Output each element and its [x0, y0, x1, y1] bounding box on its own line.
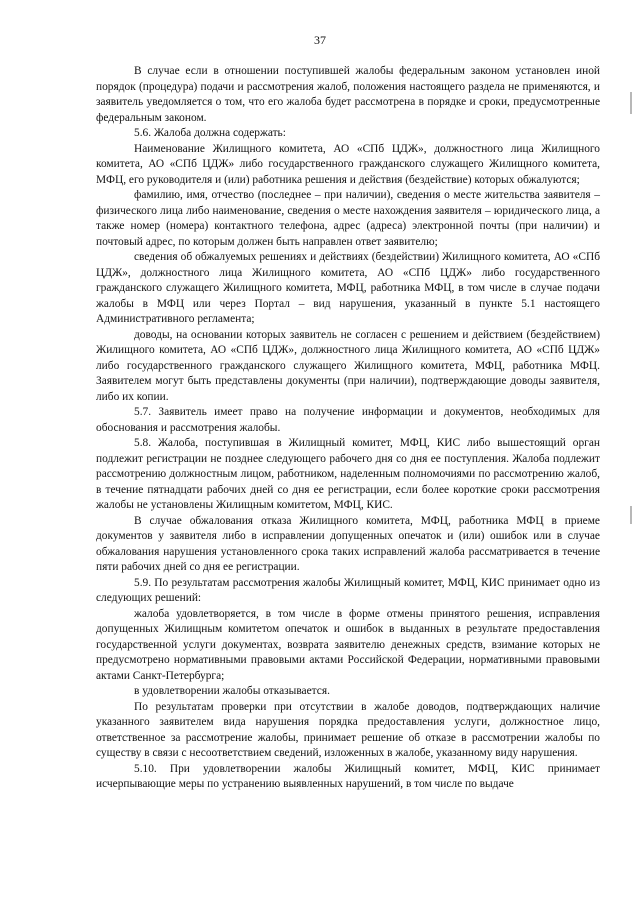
document-body	[96, 64, 600, 793]
paragraph-5-10: 5.10. При удовлетворении жалобы Жилищный комитет, МФЦ, КИС принимает исчерпывающие меры по устранению выявленных нарушений, в том числе по выдаче	[96, 762, 600, 790]
paragraph-complaint-satisfied: жалоба удовлетворяется, в том числе в форме отмены принятого решения, исправления допущенных Жилищным комитетом опечаток и ошибок в выданных в результате предоставления государственной услуги документах, возврата заявителю денежных средств, взимание которых не предусмотрено нормативными правовыми актами Российской Федерации, нормативными правовыми актами Санкт-Петербурга;	[96, 607, 600, 682]
page-number: 37	[314, 33, 326, 47]
paragraph-arguments: доводы, на основании которых заявитель не согласен с решением и действием (бездействием) Жилищного комитета, АО «СПб ЦДЖ», должностного лица Жилищного комитета, АО «СПб ЦДЖ» либо государственного гражданского служащего Жилищного комитета, МФЦ, работника МФЦ. Заявителем могут быть представлены документы (при наличии), подтверждающие доводы заявителя, либо их копии.	[96, 328, 600, 403]
paragraph-refusal-appeal: В случае обжалования отказа Жилищного комитета, МФЦ, работника МФЦ в приеме документов у заявителя либо в исправлении допущенных опечаток и (или) ошибок или в случае обжалования нарушения установленного срока таких исправлений жалоба рассматривается в течение пяти рабочих дней со дня ее регистрации.	[96, 514, 600, 573]
paragraph-applicant-details: фамилию, имя, отчество (последнее – при наличии), сведения о месте жительства заявителя – физического лица либо наименование, сведения о месте нахождения заявителя – юридического лица, а также номер (номера) контактного телефона, адрес (адреса) электронной почты (при наличии) и почтовый адрес, по которым должен быть направлен ответ заявителю;	[96, 189, 600, 248]
paragraph-complaint-refused: в удовлетворении жалобы отказывается.	[134, 685, 330, 697]
paragraph-verification-results: По результатам проверки при отсутствии в жалобе доводов, подтверждающих наличие указанного заявителем вида нарушения порядка предоставления услуги, должностное лицо, ответственное за рассмотрение жалобы, принимает решение об отказе в рассмотрении жалобы по существу в связи с несоответствием сведений, изложенных в жалобе, указанному виду нарушения.	[96, 700, 600, 759]
paragraph-appealed-decisions: сведения об обжалуемых решениях и действиях (бездействии) Жилищного комитета, АО «СПб ЦДЖ», должностного лица Жилищного комитета, АО «СПб ЦДЖ» либо государственного гражданского служащего Жилищного комитета, МФЦ, работника МФЦ, в том числе в случае подачи жалобы в МФЦ или через Портал – вид нарушения, указанный в пункте 5.1 настоящего Административного регламента;	[96, 251, 600, 325]
paragraph-5-7: 5.7. Заявитель имеет право на получение информации и документов, необходимых для обоснования и рассмотрения жалобы.	[96, 406, 600, 434]
paragraph-5-8: 5.8. Жалоба, поступившая в Жилищный комитет, МФЦ, КИС либо вышестоящий орган подлежит регистрации не позднее следующего рабочего дня со дня ее поступления. Жалоба подлежит рассмотрению должностным лицом, работником, наделенным полномочиями по рассмотрению жалоб, в течение пятнадцати рабочих дней со дня ее регистрации, если более короткие сроки рассмотрения жалобы не установлены Жилищным комитетом, МФЦ, КИС.	[96, 437, 600, 511]
paragraph-federal-law-exception: В случае если в отношении поступившей жалобы федеральным законом установлен иной порядок (процедура) подачи и рассмотрения жалоб, положения настоящего раздела не применяются, и заявитель уведомляется о том, что его жалоба будет рассмотрена в порядке и сроки, предусмотренные федеральным законом.	[96, 65, 600, 124]
paragraph-authority-name: Наименование Жилищного комитета, АО «СПб ЦДЖ», должностного лица Жилищного комитета, АО «СПб ЦДЖ» либо государственного гражданского служащего Жилищного комитета, МФЦ, его руководителя и (или) работника решения и действия (бездействие) которых обжалуются;	[96, 142, 600, 186]
scan-edge-mark	[630, 506, 632, 524]
paragraph-5-6-heading: 5.6. Жалоба должна содержать:	[134, 127, 286, 139]
paragraph-5-9: 5.9. По результатам рассмотрения жалобы Жилищный комитет, МФЦ, КИС принимает одно из следующих решений:	[96, 576, 600, 604]
scan-edge-mark	[630, 92, 632, 114]
